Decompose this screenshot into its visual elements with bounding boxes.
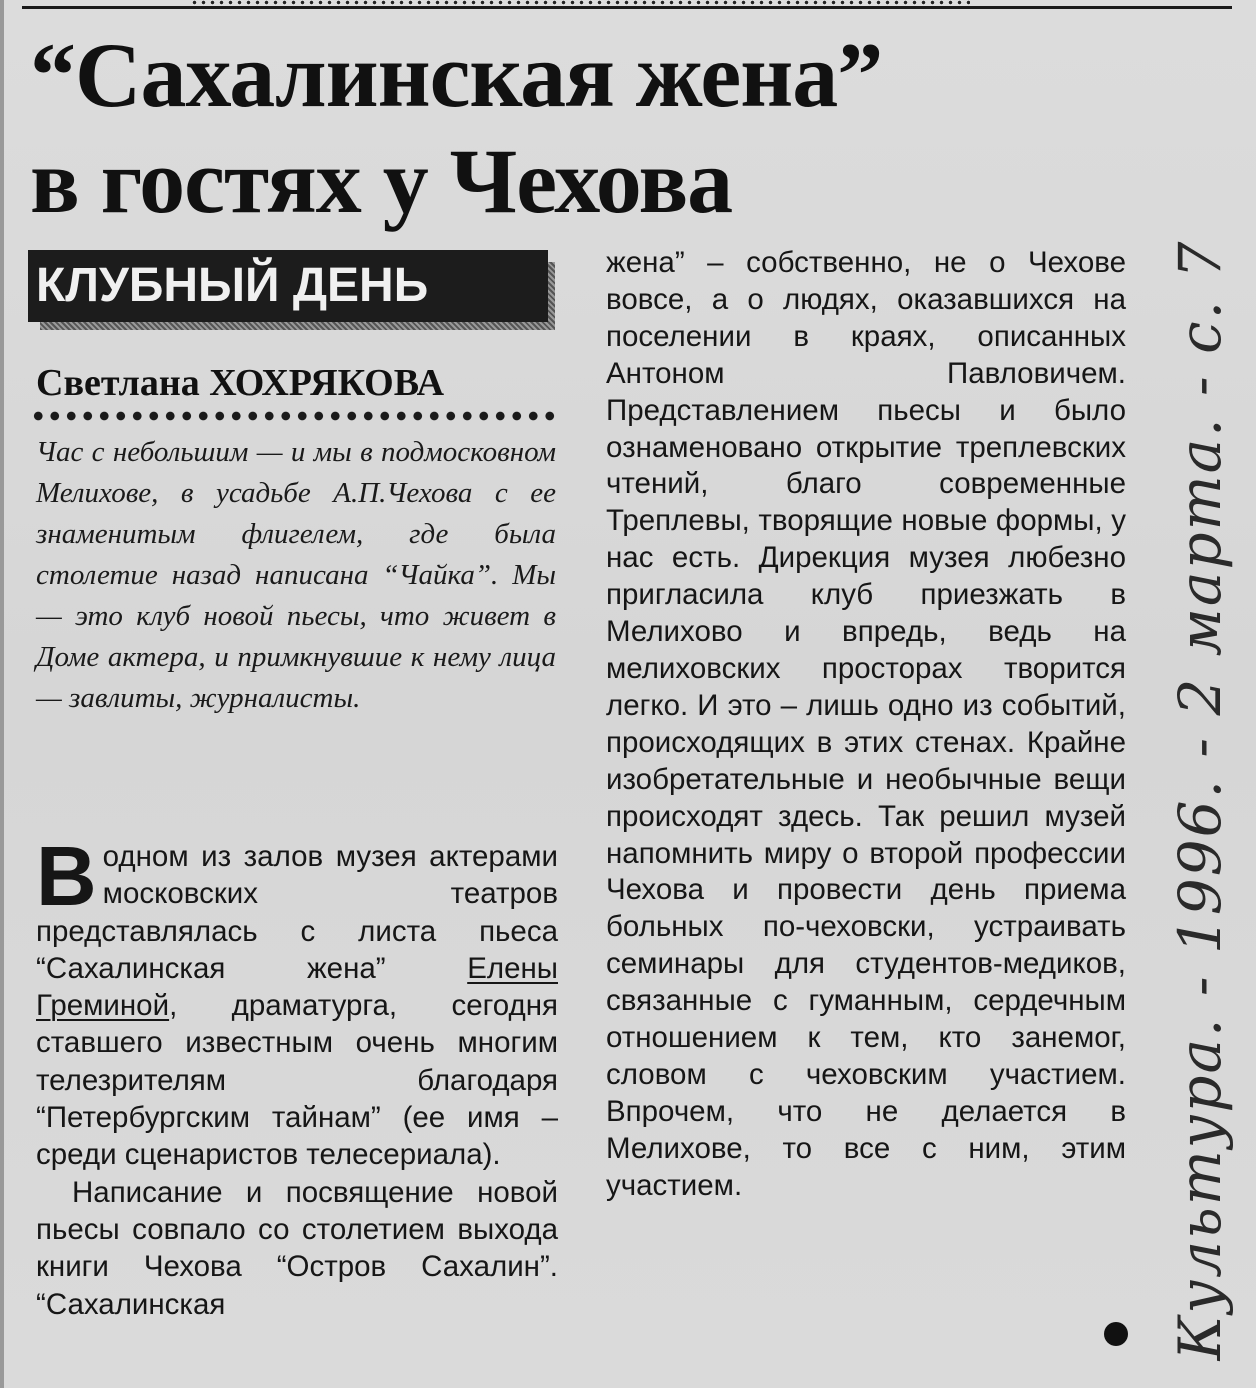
dotted-divider <box>30 410 558 422</box>
headline-line-2: в гостях у Чехова <box>30 130 733 232</box>
para1-text-end: , драматурга, сегодня ставшего известным очень многим телезрителям благодаря “Петербургским тайнам” (ее имя – среди сценаристов телесериала). <box>36 989 558 1172</box>
body-column-right: жена” – собственно, не о Чехове вовсе, а о людях, оказавшихся на поселении в краях, описанных Антоном Павловичем. Представлением пьесы и было ознаменовано открытие треплевских чтений, благо современные Треплевы, творящие новые формы, у нас есть. Дирекция музея любезно пригласила клуб приезжать в Мелихово и впредь, ведь на мелиховских просторах творится легко. И это – лишь одно из событий, происходящих в этих стенах. Крайне изобретательные и необычные вещи происходят здесь. Так решил музей напомнить миру о второй профессии Чехова и провести день приема больных по-чеховски, устраивать семинары для студентов-медиков, связанные с гуманным, сердечным отношением к тем, кто занемог, словом с чеховским участием. Впрочем, что не делается в Мелихове, то все с ним, этим участием. <box>606 246 1126 1202</box>
top-rule <box>22 6 1232 9</box>
top-dot-border <box>190 0 970 5</box>
lead-paragraph: Час с небольшим — и мы в подмосковном Мелихове, в усадьбе А.П.Чехова с ее знаменитым флигелем, где была столетие назад написана “Чайка”. Мы — это клуб новой пьесы, что живет в Доме актера, и примкнувшие к нему лица — завлиты, журналисты. <box>36 436 556 714</box>
body-paragraph-2: Написание и посвящение новой пьесы совпало со столетием выхода книги Чехова “Остров Сахалин”. “Сахалинская <box>36 1175 558 1321</box>
rubric-label: КЛУБНЫЙ ДЕНЬ <box>28 250 548 322</box>
drop-cap: В <box>36 829 97 923</box>
author-byline: Светлана ХОХРЯКОВА <box>36 362 445 404</box>
para1-text-start: одном из залов музея актерами московских театров представлялась с листа пьеса “Сахалинская жена” <box>36 840 558 985</box>
body-paragraph-1 <box>36 829 558 1174</box>
headline <box>30 22 1130 234</box>
clipping-edge <box>0 0 4 1388</box>
end-of-article-dot <box>1104 1322 1128 1346</box>
underlined-name: Елены Греминой <box>36 951 558 1023</box>
headline-line-1: “Сахалинская жена” <box>30 24 883 126</box>
body-column-left <box>36 829 558 1323</box>
handwritten-citation: Культура. - 1996. - 2 марта. - с. 7 <box>1166 239 1234 1361</box>
